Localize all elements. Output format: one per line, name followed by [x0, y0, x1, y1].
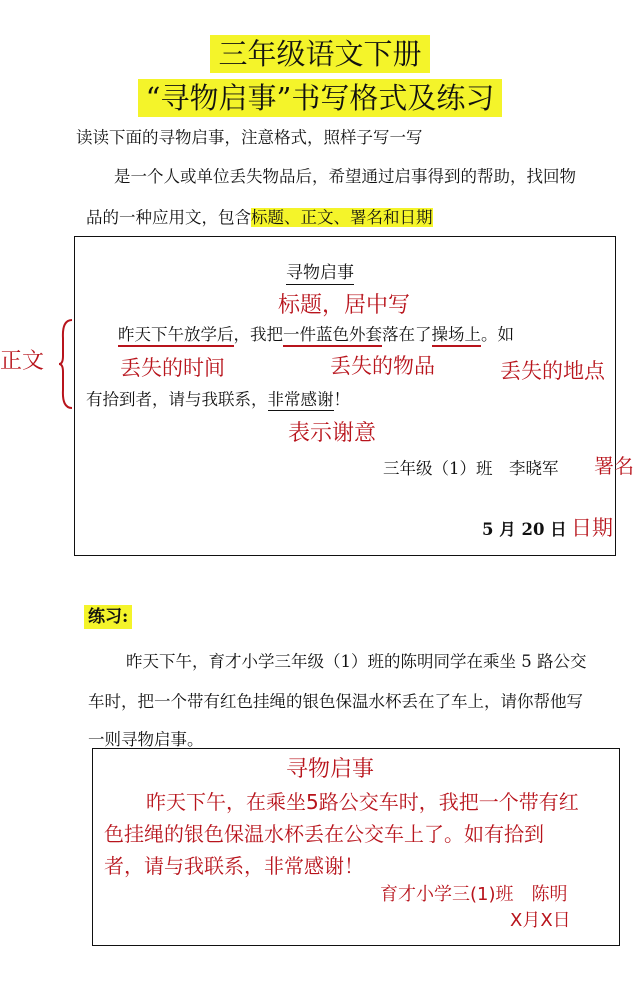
practice-prompt-line1: 昨天下午，育才小学三年级（1）班的陈明同学在乘坐 5 路公交	[126, 652, 587, 671]
answer-date: X月X日	[510, 910, 571, 931]
signature-annotation: 署名	[594, 454, 634, 478]
practice-label-wrap	[84, 602, 132, 627]
page-title-line1: 三年级语文下册	[210, 35, 429, 73]
title-annotation: 标题，居中写	[278, 293, 411, 318]
date-annotation: 日期	[571, 516, 613, 540]
body-fragment: 。如	[481, 325, 514, 344]
definition-line1: 是一个人或单位丢失物品后，希望通过启事得到的帮助，找回物	[114, 167, 576, 186]
body-annotation: 正文	[0, 349, 45, 374]
answer-line3: 者，请与我联系，非常感谢！	[104, 854, 364, 878]
example-body-line2	[86, 386, 350, 410]
body-brace-icon	[58, 318, 74, 410]
definition-line2	[86, 204, 433, 228]
definition-line2-prefix: 品的一种应用文，包含	[86, 208, 251, 227]
item-annotation: 丢失的物品	[330, 354, 435, 378]
body-fragment: 落在了	[382, 325, 432, 344]
body-fragment: 有拾到者，请与我联系，	[86, 390, 268, 409]
page-subtitle	[0, 76, 640, 117]
example-signature: 三年级（1）班 李晓军	[383, 459, 559, 478]
answer-signature: 育才小学三(1)班 陈明	[380, 884, 568, 905]
example-title: 寻物启事	[286, 263, 354, 283]
page-title-line2: “寻物启事”书写格式及练习	[138, 79, 503, 117]
practice-prompt-line2: 车时，把一个带有红色挂绳的银色保温水杯丢在了车上，请你帮他写	[88, 692, 583, 711]
example-body-line1	[118, 321, 514, 345]
thanks-phrase: 非常感谢	[267, 390, 334, 409]
item-phrase: 一件蓝色外套	[283, 325, 382, 347]
definition-highlight: 标题、正文、署名和日期	[251, 208, 433, 227]
place-annotation: 丢失的地点	[500, 359, 605, 383]
page-title	[0, 32, 640, 73]
instruction-text: 读读下面的寻物启事，注意格式，照样子写一写	[76, 128, 423, 147]
practice-prompt-line3: 一则寻物启事。	[88, 730, 204, 749]
thanks-annotation: 表示谢意	[288, 421, 377, 446]
body-fragment: ！	[333, 390, 350, 409]
practice-label: 练习:	[84, 605, 132, 629]
body-fragment: ，我把	[233, 325, 283, 344]
example-date: 5 月 20 日	[482, 520, 567, 539]
answer-line1: 昨天下午，在乘坐5路公交车时，我把一个带有红	[146, 790, 579, 814]
place-phrase: 操场上	[432, 325, 482, 347]
answer-title: 寻物启事	[286, 757, 375, 782]
example-title-wrap	[0, 258, 640, 283]
time-annotation: 丢失的时间	[120, 356, 225, 380]
time-phrase: 昨天下午放学后	[118, 325, 234, 347]
answer-line2: 色挂绳的银色保温水杯丢在公交车上了。如有拾到	[104, 822, 544, 846]
